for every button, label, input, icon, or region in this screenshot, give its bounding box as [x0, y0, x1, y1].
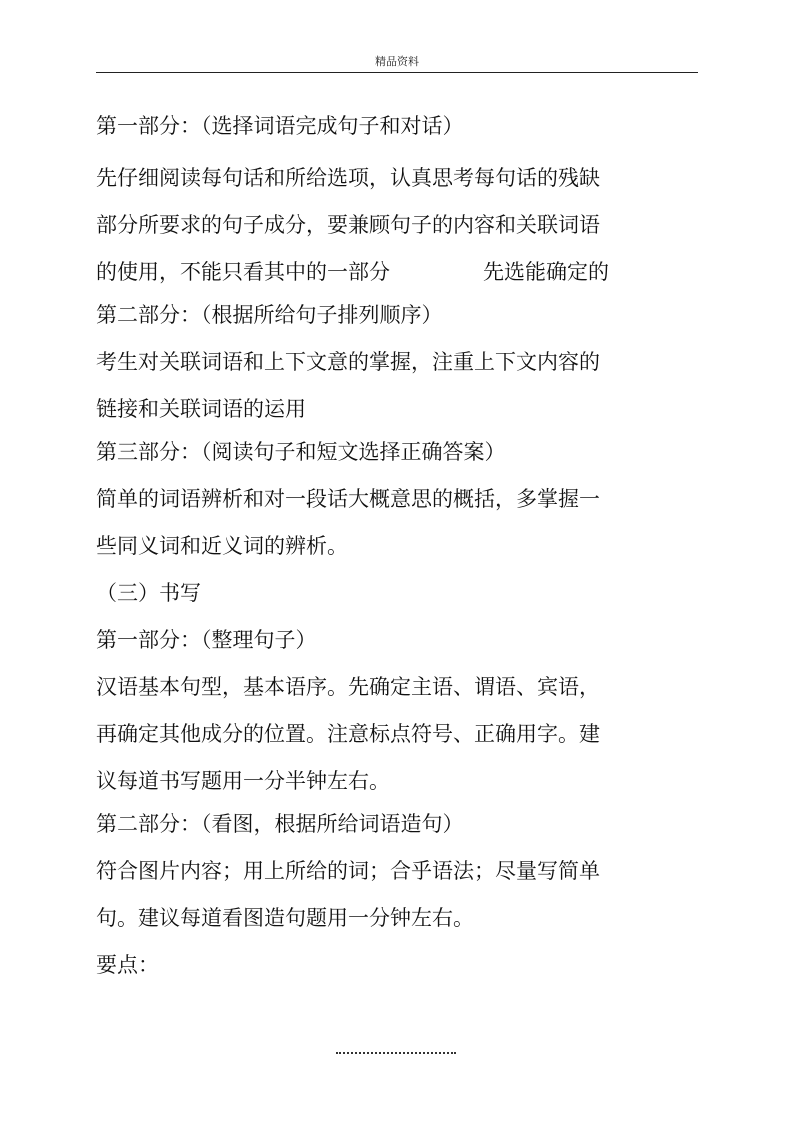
paragraph-line: 句。建议每道看图造句题用一分钟左右。 — [96, 906, 474, 930]
section-heading-writing-part-1: 第一部分：（整理句子） — [96, 628, 317, 652]
paragraph-line: 先仔细阅读每句话和所给选项，认真思考每句话的残缺 — [96, 166, 600, 190]
paragraph-line: 再确定其他成分的位置。注意标点符号、正确用字。建 — [96, 722, 600, 746]
paragraph-line: 部分所要求的句子成分，要兼顾句子的内容和关联词语 — [96, 213, 600, 237]
section-heading-part-1: 第一部分：（选择词语完成句子和对话） — [96, 114, 464, 138]
section-heading-part-2: 第二部分：（根据所给句子排列顺序） — [96, 303, 443, 327]
paragraph-line: 些同义词和近义词的辨析。 — [96, 534, 348, 558]
paragraph-line: 汉语基本句型，基本语序。先确定主语、谓语、宾语， — [96, 675, 600, 699]
paragraph-line — [96, 257, 656, 287]
section-heading-part-3: 第三部分：（阅读句子和短文选择正确答案） — [96, 440, 506, 464]
section-heading-writing-part-2: 第二部分：（看图，根据所给词语造句） — [96, 812, 464, 836]
paragraph-line: 符合图片内容；用上所给的词；合乎语法；尽量写简单 — [96, 859, 600, 883]
paragraph-line: 简单的词语辨析和对一段话大概意思的概括，多掌握一 — [96, 487, 600, 511]
document-body — [96, 111, 656, 980]
footer-dotted-line — [336, 1052, 456, 1054]
key-points-label: 要点： — [96, 953, 159, 977]
paragraph-line: 考生对关联词语和上下文意的掌握，注重上下文内容的 — [96, 350, 600, 374]
page-header — [96, 54, 698, 73]
paragraph-line-left: 的使用，不能只看其中的一部分 — [96, 260, 390, 284]
paragraph-line: 链接和关联词语的运用 — [96, 397, 306, 421]
paragraph-line-right: 先选能确定的 — [483, 260, 609, 284]
paragraph-line: 议每道书写题用一分半钟左右。 — [96, 769, 390, 793]
header-label: 精品资料 — [375, 55, 419, 68]
subsection-heading-writing: （三）书写 — [96, 581, 201, 605]
